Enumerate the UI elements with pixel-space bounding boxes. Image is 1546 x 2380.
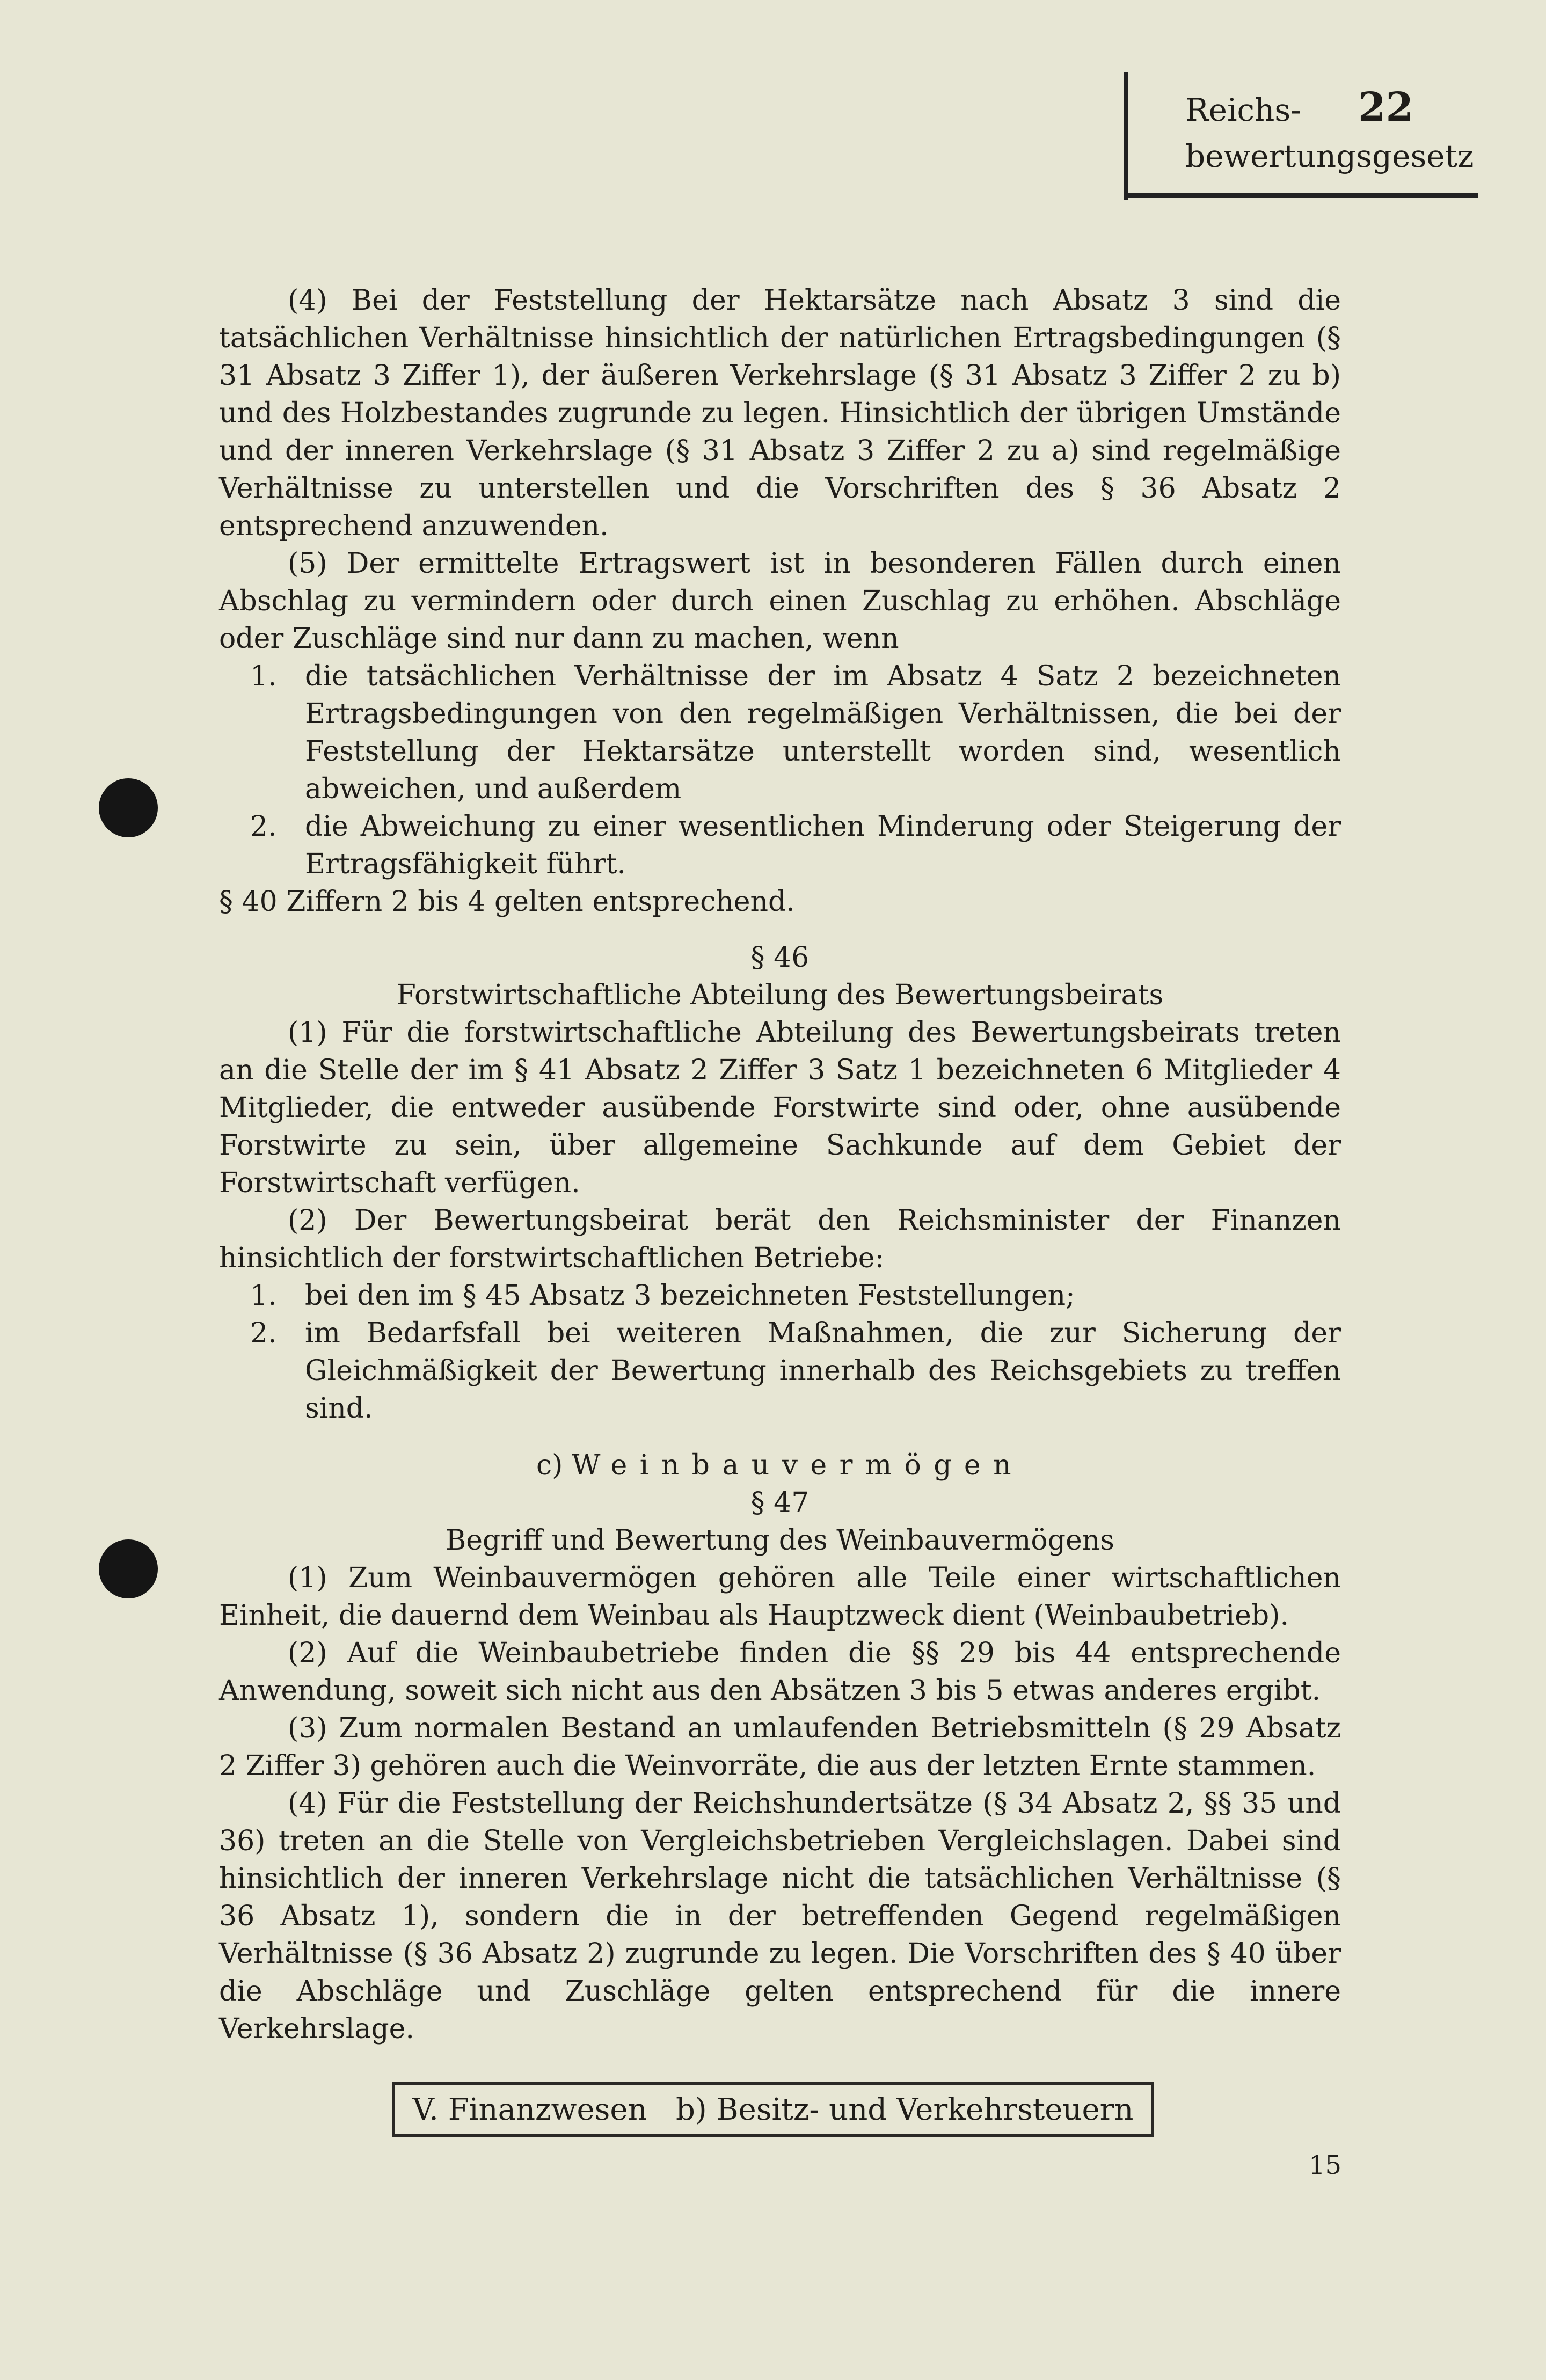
- list-item-number: 1.: [250, 660, 277, 692]
- paragraph: § 40 Ziffern 2 bis 4 gelten entsprechend.: [219, 886, 795, 918]
- header-title: Reichs-: [1185, 92, 1301, 128]
- paragraph: (2) Auf die Weinbaubetriebe finden die §§ 29 bis 44 entsprechende Anwendung, soweit sich nicht aus den Absätzen 3 bis 5 etwas anderes ergibt.: [219, 1637, 1341, 1707]
- paragraph: (5) Der ermittelte Ertragswert ist in besonderen Fällen durch einen Abschlag zu vermindern oder durch einen Zuschlag zu erhöhen. Abschläge oder Zuschläge sind nur dann zu machen, wenn: [219, 547, 1341, 655]
- section-heading: § 46: [750, 941, 810, 974]
- list-item-text: die tatsächlichen Verhältnisse der im Absatz 4 Satz 2 bezeichneten Ertragsbedingungen von den regelmäßigen Verhältnissen, die bei der Feststellung der Hektarsätze unterstellt worden sind, wesentlich abweichen, und außerdem: [305, 660, 1341, 805]
- footer-box-text: V. Finanzwesen b) Besitz- und Verkehrsteuern: [412, 2092, 1134, 2127]
- list-item: [219, 1277, 1341, 1315]
- punch-hole-bottom: [99, 1539, 158, 1598]
- punch-hole-top: [99, 778, 158, 837]
- paragraph: (1) Für die forstwirtschaftliche Abteilung des Bewertungsbeirats treten an die Stelle der im § 41 Absatz 2 Ziffer 3 Satz 1 bezeichneten 6 Mitglieder 4 Mitglieder, die entweder ausübende Forstwirte sind oder, ohne ausübende Forstwirte zu sein, über allgemeine Sachkunde auf dem Gebiet der Forstwirtschaft verfügen.: [219, 1017, 1341, 1199]
- list-item-number: 1.: [250, 1280, 277, 1312]
- paragraph: (2) Der Bewertungsbeirat berät den Reichsminister der Finanzen hinsichtlich der forstwirtschaftlichen Betriebe:: [219, 1204, 1341, 1274]
- section-title: Forstwirtschaftliche Abteilung des Bewertungsbeirats: [396, 979, 1164, 1011]
- list-item: [219, 1315, 1341, 1427]
- list-item-number: 2.: [250, 811, 277, 843]
- header-subtitle: bewertungsgesetz: [1185, 138, 1474, 174]
- page-number: 15: [1309, 2150, 1342, 2180]
- list-item-text: im Bedarfsfall bei weiteren Maßnahmen, die zur Sicherung der Gleichmäßigkeit der Bewertung innerhalb des Reichsgebiets zu treffen sind.: [305, 1317, 1341, 1425]
- subsection-label: c): [536, 1449, 563, 1481]
- document-body: [219, 282, 1341, 2048]
- list-item-number: 2.: [250, 1317, 277, 1349]
- section-title: Begriff und Bewertung des Weinbauvermögens: [446, 1524, 1114, 1557]
- footer-box: [392, 2082, 1154, 2137]
- list-item-text: bei den im § 45 Absatz 3 bezeichneten Feststellungen;: [305, 1280, 1075, 1312]
- header-vertical-rule: [1124, 72, 1128, 200]
- section-title: § 47: [750, 1487, 810, 1519]
- subsection-title: Weinbauvermögen: [571, 1449, 1024, 1481]
- header-horizontal-rule: [1124, 193, 1478, 198]
- paragraph: (4) Für die Feststellung der Reichshundertsätze (§ 34 Absatz 2, §§ 35 und 36) treten an die Stelle von Vergleichsbetrieben Vergleichslagen. Dabei sind hinsichtlich der inneren Verkehrslage nicht die tatsächlichen Verhältnisse (§ 36 Absatz 1), sondern die in der betreffenden Gegend regelmäßigen Verhältnisse (§ 36 Absatz 2) zugrunde zu legen. Die Vorschriften des § 40 über die Abschläge und Zuschläge gelten entsprechend für die innere Verkehrslage.: [219, 1787, 1341, 2045]
- paragraph: (4) Bei der Feststellung der Hektarsätze nach Absatz 3 sind die tatsächlichen Verhältnisse hinsichtlich der natürlichen Ertragsbedingungen (§ 31 Absatz 3 Ziffer 1), der äußeren Verkehrslage (§ 31 Absatz 3 Ziffer 2 zu b) und des Holzbestandes zugrunde zu legen. Hinsichtlich der übrigen Umstände und der inneren Verkehrslage (§ 31 Absatz 3 Ziffer 2 zu a) sind regelmäßige Verhältnisse zu unterstellen und die Vorschriften des § 36 Absatz 2 entsprechend anzuwenden.: [219, 284, 1341, 542]
- header-number: 22: [1358, 84, 1413, 130]
- list-item-text: die Abweichung zu einer wesentlichen Minderung oder Steigerung der Ertragsfähigkeit führt.: [305, 811, 1341, 880]
- list-item: [219, 808, 1341, 883]
- paragraph: (1) Zum Weinbauvermögen gehören alle Teile einer wirtschaftlichen Einheit, die dauernd dem Weinbau als Hauptzweck dient (Weinbaubetrieb).: [219, 1562, 1341, 1632]
- list-item: [219, 658, 1341, 808]
- paragraph: (3) Zum normalen Bestand an umlaufenden Betriebsmitteln (§ 29 Absatz 2 Ziffer 3) gehören auch die Weinvorräte, die aus der letzten Ernte stammen.: [219, 1712, 1341, 1782]
- subsection-heading: [219, 1447, 1341, 1484]
- spacer: [219, 1427, 1341, 1447]
